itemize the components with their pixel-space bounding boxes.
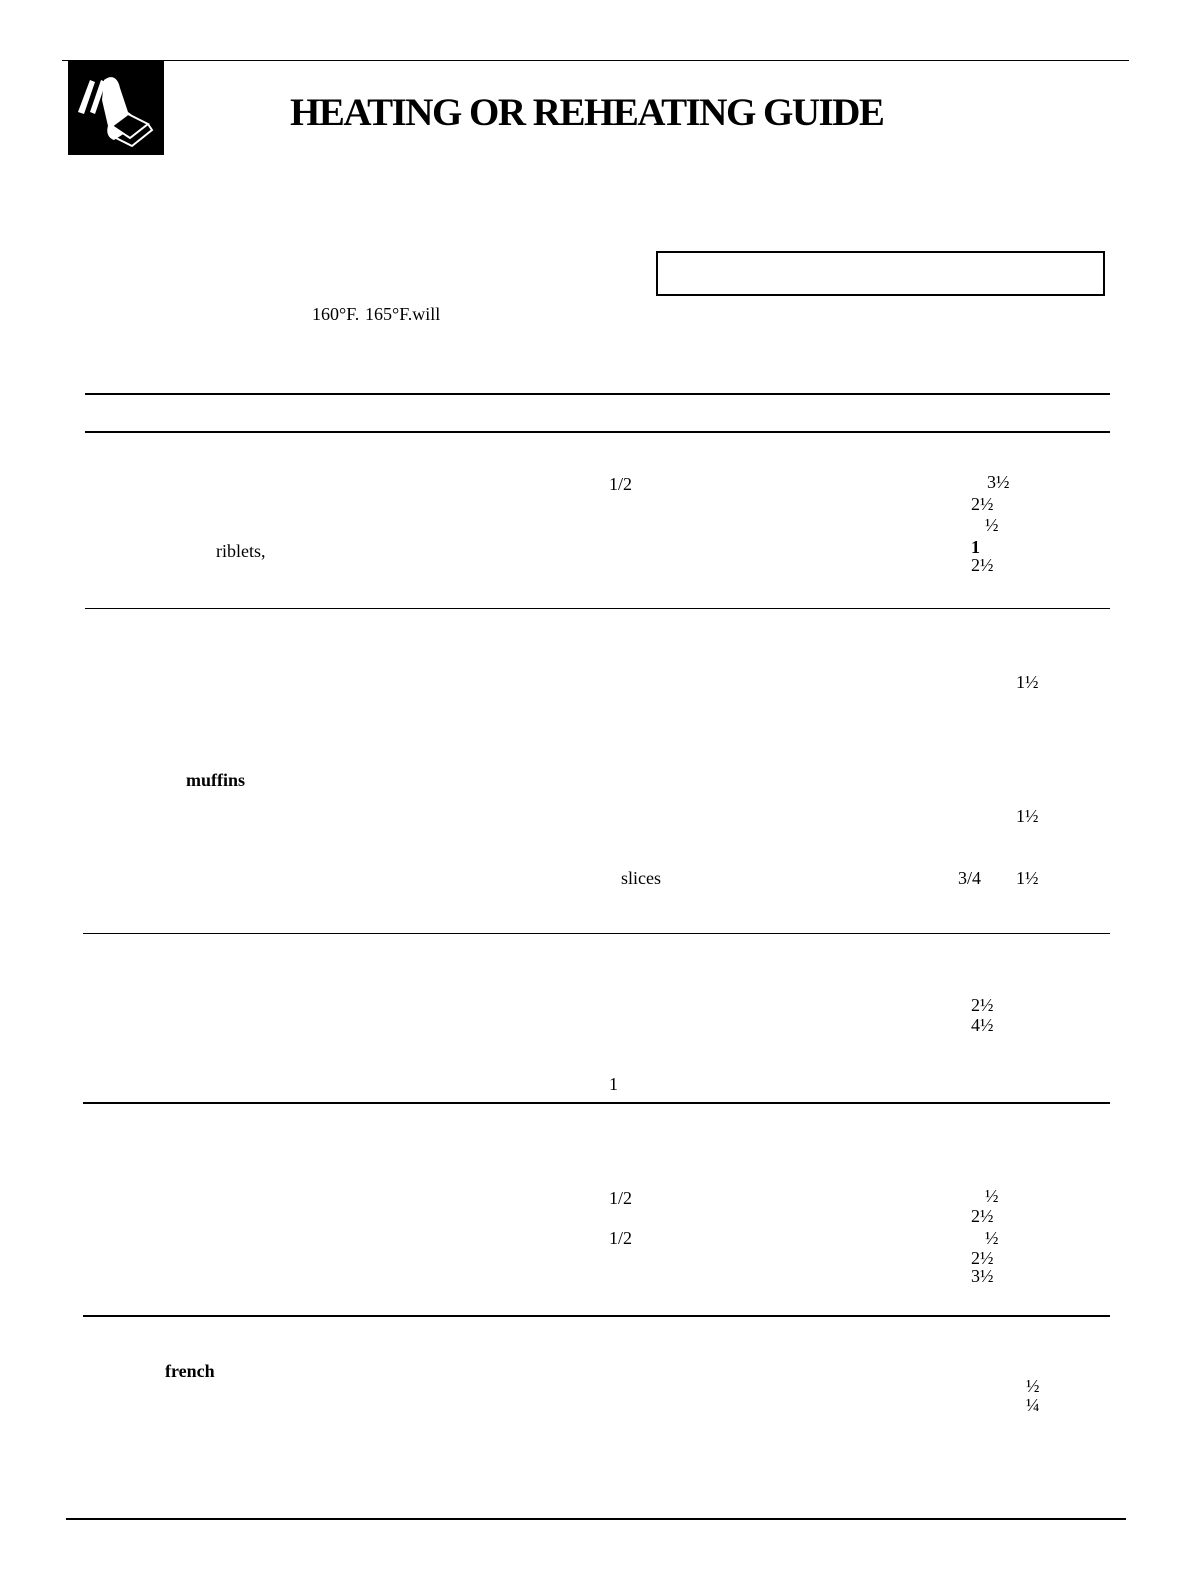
fifth-time-1: ½: [1026, 1376, 1040, 1396]
meats-time-1: 3½: [987, 472, 1010, 492]
fifth-time-2: ¼: [1026, 1395, 1040, 1415]
section-rule-2: [83, 933, 1110, 934]
page-title: HEATING OR REHEATING GUIDE: [290, 91, 884, 134]
fourth-amount-1: 1/2: [609, 1188, 633, 1208]
note-box: [656, 251, 1105, 296]
meats-time-3: ½: [985, 515, 999, 535]
breads-time-4: 1½: [1016, 868, 1039, 888]
third-time-2: 4½: [971, 1015, 994, 1035]
hand-icon-graphic: [68, 60, 164, 155]
breads-time-2: 1½: [1016, 806, 1039, 826]
fourth-time-5: 3½: [971, 1266, 994, 1286]
section-rule-4: [83, 1315, 1110, 1317]
breads-amount: slices: [621, 868, 661, 888]
third-amount: 1: [609, 1074, 618, 1094]
third-time-1: 2½: [971, 995, 994, 1015]
bottom-rule: [66, 1518, 1126, 1520]
fourth-time-2: 2½: [971, 1206, 994, 1226]
section-rule-1: [85, 608, 1110, 609]
breads-name: muffins: [186, 770, 246, 790]
meats-name: riblets,: [216, 541, 266, 561]
meats-amount: 1/2: [609, 474, 633, 494]
breads-time-1: 1½: [1016, 672, 1039, 692]
intro-temp-low: 160°F.: [312, 304, 360, 324]
section-rule-3: [83, 1102, 1110, 1104]
top-rule: [62, 60, 1129, 61]
breads-time-3: 3/4: [958, 868, 982, 888]
fourth-time-4: 2½: [971, 1248, 994, 1268]
meats-time-2: 2½: [971, 494, 994, 514]
fifth-name: french: [165, 1361, 215, 1381]
table-header-top-rule: [85, 393, 1110, 395]
fourth-time-1: ½: [985, 1186, 999, 1206]
intro-temp-high: 165°F.will: [365, 304, 441, 324]
meats-time-5: 2½: [971, 555, 994, 575]
hand-pressing-pad-icon: [68, 60, 164, 155]
meats-time-4: 1: [971, 537, 980, 557]
table-header-bottom-rule: [85, 431, 1110, 433]
fourth-time-3: ½: [985, 1228, 999, 1248]
fourth-amount-2: 1/2: [609, 1228, 633, 1248]
